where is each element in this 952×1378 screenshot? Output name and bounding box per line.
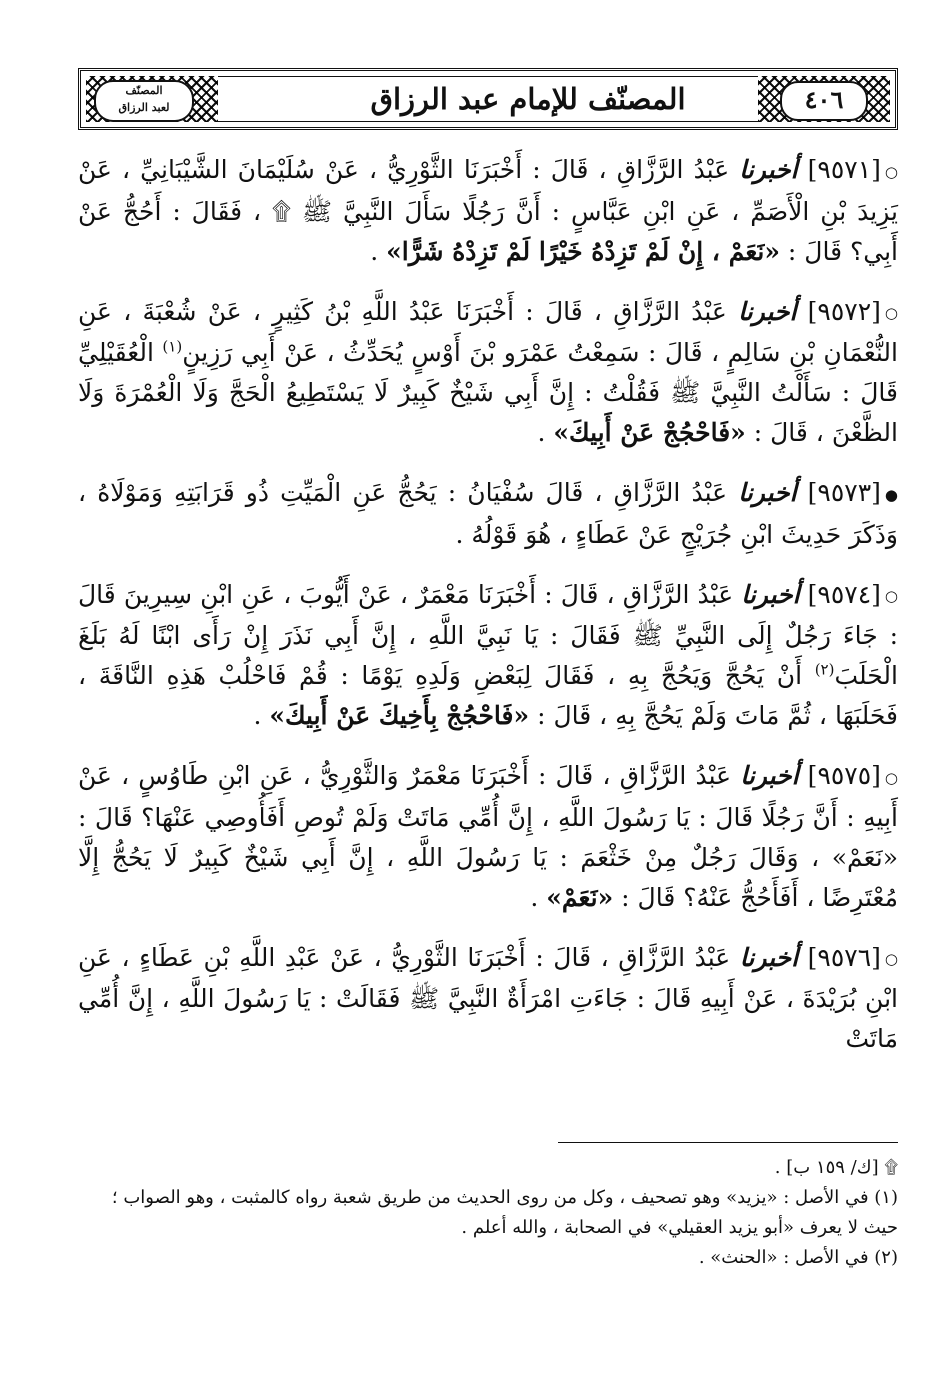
hadith-end: . <box>537 418 554 447</box>
logo-line-1: المصنّف <box>125 84 163 97</box>
hadith-9571 <box>78 150 898 272</box>
page-number: ٤٠٦ <box>780 81 868 121</box>
running-header <box>78 68 898 130</box>
footnote-2: (٢) في الأصل : «الحنث» . <box>698 1247 898 1268</box>
prophetic-saying: «فَاحْجُجْ بِأَخِيكَ عَنْ أَبِيكَ» <box>269 701 530 730</box>
hadith-number: [٩٥٧٣] <box>807 478 881 507</box>
hadith-marker: ○ <box>884 768 899 787</box>
akhbarana: أخبرنا <box>741 579 800 609</box>
hadith-end: . <box>370 236 387 266</box>
akhbarana: أخبرنا <box>739 155 798 184</box>
akhbarana: أخبرنا <box>738 478 797 507</box>
hadith-end: . <box>530 882 547 912</box>
hadith-number: [٩٥٧١] <box>807 155 881 184</box>
hadith-9575 <box>78 756 898 918</box>
akhbarana: أخبرنا <box>738 296 797 326</box>
footnote-separator <box>558 1142 898 1143</box>
main-text <box>78 150 898 1079</box>
prophetic-saying: «فَاحْجُجْ عَنْ أَبِيكَ» <box>553 418 746 447</box>
hadith-9574 <box>78 575 898 737</box>
hadith-marker: ○ <box>884 587 898 605</box>
hadith-text: عَبْدُ الرَّزَّاقِ ، قَالَ : أَخْبَرَنَا مَعْمَرٌ ، عَنْ أَيُّوبَ ، عَنِ ابْنِ سِيرِينَ قَالَ : جَاءَ رَجُلٌ إِلَى النَّبِيِّ ﷺ فَقَالَ : يَا نَبِيَّ اللَّهِ ، إِنَّ أَبِي نَذَرَ إِنْ رَأَى ابْنًا لَهُ بَلَغَ الْحَلَبَ <box>78 579 899 690</box>
hadith-number: [٩٥٧٥] <box>807 761 881 790</box>
hadith-text: عَبْدُ الرَّزَّاقِ ، قَالَ سُفْيَانُ : يَحُجُّ عَنِ الْمَيِّتِ ذُو قَرَابَتِهِ وَمَوْلَاهُ ، وَذَكَرَ حَدِيثَ ابْنِ جُرَيْجٍ عَنْ عَطَاءٍ ، هُوَ قَوْلُهُ . <box>78 478 898 549</box>
footnote-manuscript-ref: ۩ [ك/ ١٥٩ ب] . <box>774 1157 898 1178</box>
hadith-text-cont: أَنْ يَحُجَّ وَيَحُجَّ بِهِ ، فَقَالَ لِبَعْضِ وَلَدِهِ يَوْمًا : قُمْ فَاحْلُبْ هَذِهِ النَّاقَةَ ، فَحَلَبَهَا ، ثُمَّ مَاتَ وَلَمْ يَحُجَّ بِهِ ، قَالَ : <box>78 661 898 730</box>
hadith-text: عَبْدُ الرَّزَّاقِ ، قَالَ : أَخْبَرَنَا الثَّوْرِيُّ ، عَنْ سُلَيْمَانَ الشَّيْبَانِيِّ ، عَنْ يَزِيدَ بْنِ الْأَصَمِّ ، عَنِ ابْنِ عَبَّاسٍ : أَنَّ رَجُلًا سَأَلَ النَّبِيَّ ﷺ ۩ ، فَقَالَ : أَحُجُّ عَنْ أَبِي؟ قَالَ : <box>78 155 898 266</box>
hadith-text: عَبْدُ الرَّزَّاقِ ، قَالَ : أَخْبَرَنَا الثَّوْرِيُّ ، عَنْ عَبْدِ اللَّهِ بْنِ عَطَاءٍ ، عَنِ ابْنِ بُرَيْدَةَ ، عَنْ أَبِيهِ قَالَ : جَاءَتِ امْرَأَةٌ النَّبِيَّ ﷺ فَقَالَتْ : يَا رَسُولَ اللَّهِ ، إِنَّ أُمِّي مَاتَتْ <box>78 942 898 1053</box>
book-logo <box>94 80 194 122</box>
hadith-9573 <box>78 473 898 555</box>
hadith-number: [٩٥٧٢] <box>807 296 881 326</box>
footnote-ref-1[interactable]: (١) <box>162 337 183 356</box>
hadith-text: عَبْدُ الرَّزَّاقِ ، قَالَ : أَخْبَرَنَا عَبْدُ اللَّهِ بْنُ كَثِيرٍ ، عَنْ شُعْبَةَ ، عَنِ النُّعْمَانِ بْنِ سَالِمٍ ، قَالَ : سَمِعْتُ عَمْرَو بْنَ أَوْسٍ يُحَدِّثُ ، عَنْ أَبِي رَزِينٍ <box>78 296 898 367</box>
akhbarana: أخبرنا <box>740 761 799 790</box>
hadith-end: . <box>253 701 270 730</box>
hadith-marker: ○ <box>884 950 898 968</box>
hadith-text: عَبْدُ الرَّزَّاقِ ، قَالَ : أَخْبَرَنَا مَعْمَرٌ وَالثَّوْرِيُّ ، عَنِ ابْنِ طَاوُسٍ ، عَنْ أَبِيهِ : أَنَّ رَجُلًا قَالَ : يَا رَسُولَ اللَّهِ ، إِنَّ أُمِّي مَاتَتْ وَلَمْ تُوصِ أَفَأُوصِي عَنْهَا؟ قَالَ : «نَعَمْ» ، وَقَالَ رَجُلٌ مِنْ خَثْعَمَ : يَا رَسُولَ اللَّهِ ، إِنَّ أَبِي شَيْخٌ كَبِيرٌ لَا يَحُجُّ إِلَّا مُعْتَرِضًا ، أَفَأَحُجُّ عَنْهُ؟ قَالَ : <box>78 761 898 912</box>
hadith-9576 <box>78 938 898 1060</box>
hadith-9572 <box>78 292 898 454</box>
footnote-1: (١) في الأصل : «يزيد» وهو تصحيف ، وكل من روى الحديث من طريق شعبة رواه كالمثبت ، وهو الصواب ؛ <box>111 1187 898 1208</box>
footnotes <box>78 1153 898 1273</box>
hadith-marker: ○ <box>884 304 898 322</box>
running-title: المصنّف للإمام عبد الرزاق <box>308 79 748 119</box>
footnote-ref-2[interactable]: (٢) <box>814 660 835 679</box>
prophetic-saying: «نَعَمْ» <box>546 882 614 912</box>
hadith-marker: ○ <box>884 162 898 181</box>
hadith-text-cont: الْعُقَيْلِيِّ قَالَ : سَأَلْتُ النَّبِيَّ ﷺ فَقُلْتُ : إِنَّ أَبِي شَيْخٌ كَبِيرٌ لَا يَسْتَطِيعُ الْحَجَّ وَلَا الْعُمْرَةَ وَلَا الظَّعْنَ ، قَالَ : <box>78 338 898 447</box>
hadith-number: [٩٥٧٤] <box>807 579 881 609</box>
footnote-1-continued: حيث لا يعرف «أبو يزيد العقيلي» في الصحابة ، والله أعلم . <box>461 1217 898 1238</box>
prophetic-saying: «نَعَمْ ، إِنْ لَمْ تَزِدْهُ خَيْرًا لَمْ تَزِدْهُ شَرًّا» <box>386 236 780 266</box>
akhbarana: أخبرنا <box>739 942 799 972</box>
hadith-number: [٩٥٧٦] <box>807 942 881 972</box>
hadith-marker: ● <box>884 485 898 504</box>
logo-line-2: لعبد الرزاق <box>118 101 170 114</box>
